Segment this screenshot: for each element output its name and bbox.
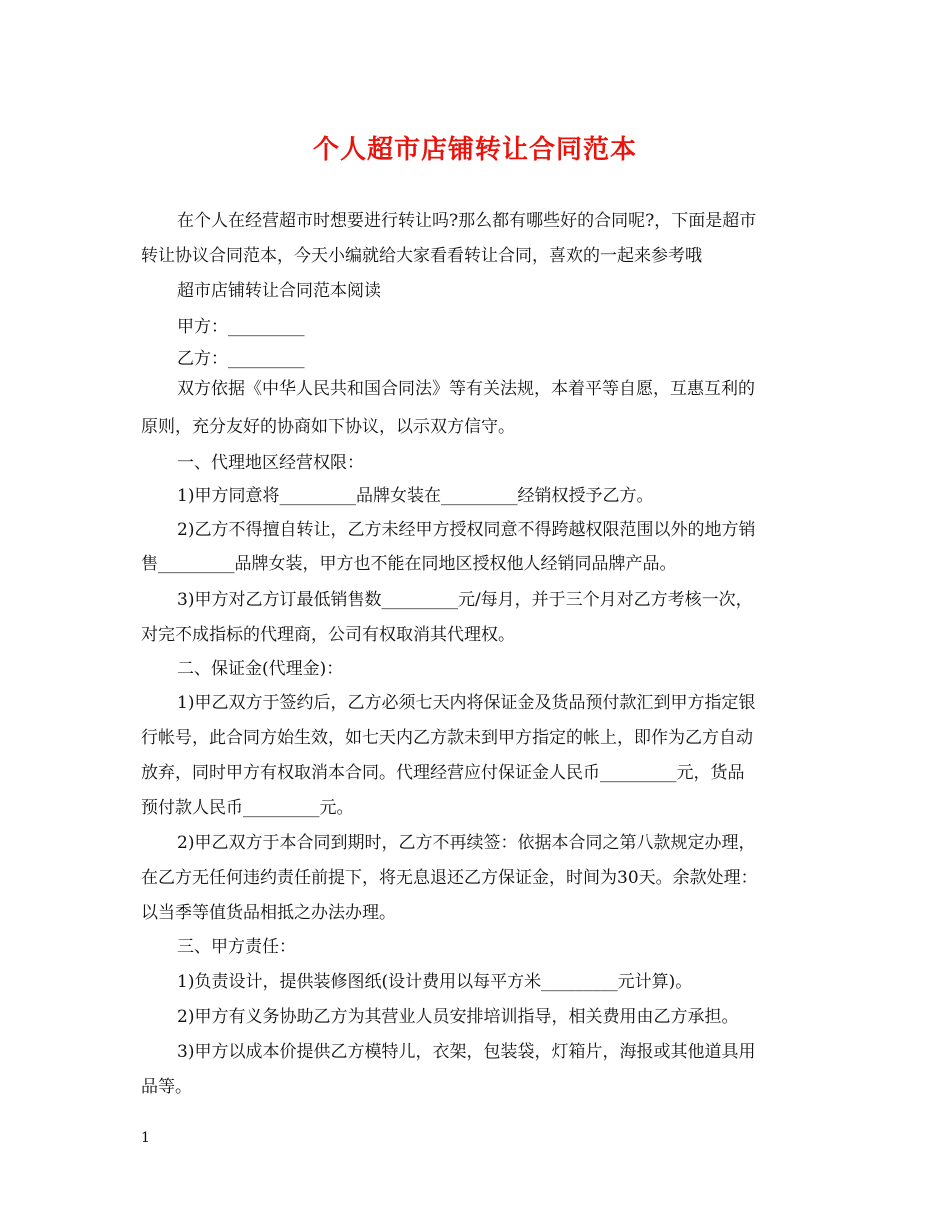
clause-line: 以当季等值货品相抵之办法办理。 [141, 903, 396, 923]
clause-line: 1)负责设计，提供装修图纸(设计费用以每平方米_________元计算)。 [177, 972, 693, 992]
clause-line: 对完不成指标的代理商，公司有权取消其代理权。 [141, 625, 515, 645]
clause-line: 2)乙方不得擅自转让，乙方未经甲方授权同意不得跨越权限范围以外的地方销 [177, 520, 756, 540]
paragraph-line: 超市店铺转让合同范本阅读 [177, 281, 381, 301]
page-number: 1 [141, 1130, 150, 1146]
clause-line: 3)甲方以成本价提供乙方模特儿，衣架，包装袋，灯箱片，海报或其他道具用 [177, 1042, 756, 1062]
paragraph-line: 在个人在经营超市时想要进行转让吗?那么都有哪些好的合同呢?，下面是超市 [177, 211, 757, 231]
section-heading: 三、甲方责任： [177, 937, 296, 957]
clause-line: 售_________品牌女装，甲方也不能在同地区授权他人经销同品牌产品。 [141, 554, 677, 574]
clause-line: 3)甲方对乙方订最低销售数_________元/每月，并于三个月对乙方考核一次， [177, 590, 753, 610]
clause-line: 品等。 [141, 1077, 192, 1097]
section-heading: 二、保证金(代理金)： [177, 659, 344, 679]
party-a-line: 甲方：_________ [177, 317, 305, 337]
clause-line: 预付款人民币_________元。 [141, 798, 354, 818]
document-title: 个人超市店铺转让合同范本 [312, 135, 637, 165]
clause-line: 行帐号，此合同方始生效，如七天内乙方款未到甲方指定的帐上，即作为乙方自动 [141, 728, 753, 748]
clause-line: 1)甲乙双方于签约后，乙方必须七天内将保证金及货品预付款汇到甲方指定银 [177, 693, 756, 713]
clause-line: 在乙方无任何违约责任前提下，将无息退还乙方保证金，时间为30天。余款处理： [141, 868, 758, 888]
paragraph-line: 双方依据《中华人民共和国合同法》等有关法规，本着平等自愿，互惠互利的 [177, 379, 755, 399]
party-b-line: 乙方：_________ [177, 349, 305, 369]
paragraph-line: 原则，充分友好的协商如下协议，以示双方信守。 [141, 417, 515, 437]
clause-line: 2)甲乙双方于本合同到期时，乙方不再续签：依据本合同之第八款规定办理， [177, 833, 756, 853]
clause-line: 2)甲方有义务协助乙方为其营业人员安排培训指导，相关费用由乙方承担。 [177, 1007, 739, 1027]
paragraph-line: 转让协议合同范本，今天小编就给大家看看转让合同，喜欢的一起来参考哦 [141, 246, 702, 266]
clause-line: 放弃，同时甲方有权取消本合同。代理经营应付保证金人民币_________元，货品 [141, 763, 745, 783]
section-heading: 一、代理地区经营权限： [177, 453, 364, 473]
clause-line: 1)甲方同意将_________品牌女装在_________经销权授予乙方。 [177, 486, 654, 506]
